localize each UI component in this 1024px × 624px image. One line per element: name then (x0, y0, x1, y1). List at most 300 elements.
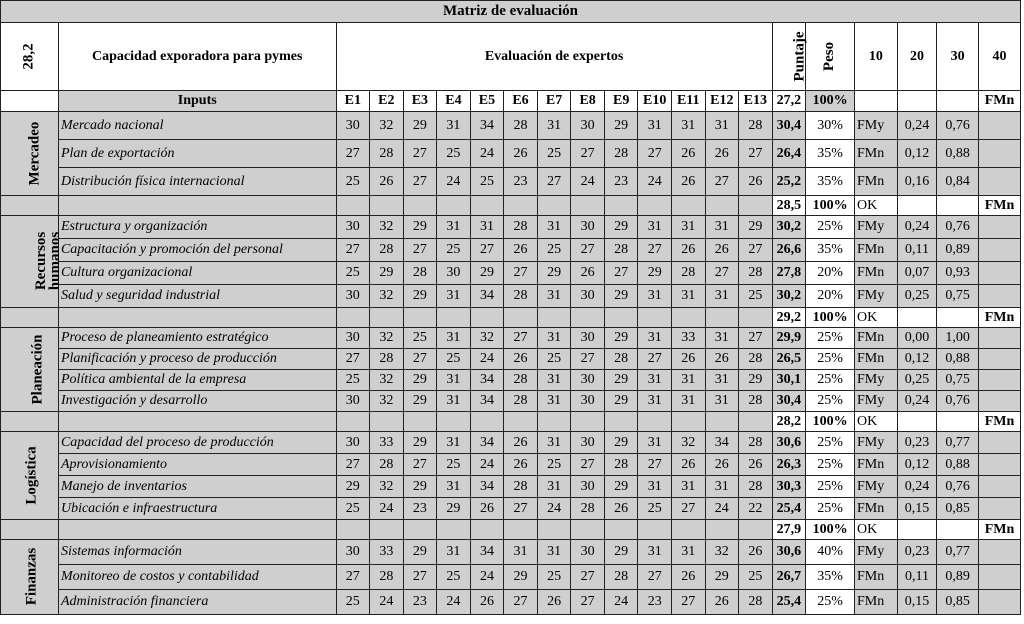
score-cell: 25 (336, 590, 370, 615)
score-cell: 26 (537, 590, 571, 615)
score-cell: 25 (336, 168, 370, 196)
score-cell: 27 (671, 590, 705, 615)
score-cell: 34 (470, 370, 504, 391)
expert-header-4: E4 (437, 91, 471, 112)
score-cell: 31 (437, 391, 471, 412)
summary-blank-label (58, 520, 336, 540)
expert-header-5: E5 (470, 91, 504, 112)
peso-cell: 25% (806, 349, 855, 370)
peso-cell: 20% (806, 285, 855, 308)
tipo-cell: FMy (854, 476, 897, 498)
score-cell: 31 (638, 432, 672, 454)
group-label-cell (1, 328, 59, 412)
score-cell: 29 (739, 216, 773, 239)
score-cell: 26 (671, 349, 705, 370)
summary-blank-score (705, 520, 739, 540)
value-20-cell: 0,25 (897, 285, 937, 308)
tipo-cell: FMn (854, 454, 897, 476)
value-30-cell: 0,76 (937, 391, 979, 412)
tipo-cell: FMy (854, 112, 897, 140)
score-cell: 31 (638, 328, 672, 349)
summary-row (1, 412, 1021, 432)
score-cell: 31 (705, 476, 739, 498)
summary-blank-score (739, 520, 773, 540)
puntaje-cell: 30,2 (772, 285, 806, 308)
score-cell: 25 (537, 565, 571, 590)
expert-header-13: E13 (739, 91, 773, 112)
summary-blank-score (370, 196, 404, 216)
inputs-puntaje: 27,2 (772, 91, 806, 112)
score-cell: 23 (403, 590, 437, 615)
expert-header-8: E8 (571, 91, 605, 112)
score-cell: 34 (470, 391, 504, 412)
tipo-cell: FMn (854, 565, 897, 590)
peso-cell: 35% (806, 140, 855, 168)
value-20-cell: 0,24 (897, 216, 937, 239)
score-cell: 32 (671, 432, 705, 454)
score-cell: 27 (403, 239, 437, 262)
score-cell: 25 (336, 262, 370, 285)
score-cell: 31 (537, 370, 571, 391)
score-cell: 31 (705, 370, 739, 391)
table-row (1, 168, 1021, 196)
summary-blank-score (537, 412, 571, 432)
score-cell: 24 (470, 565, 504, 590)
row-label: Capacidad del proceso de producción (58, 432, 336, 454)
score-cell: 33 (370, 540, 404, 565)
summary-puntaje: 28,2 (772, 412, 806, 432)
value-30-cell: 0,77 (937, 432, 979, 454)
score-cell: 30 (336, 432, 370, 454)
summary-blank-score (671, 520, 705, 540)
table-row (1, 370, 1021, 391)
score-cell: 31 (437, 285, 471, 308)
expert-header-10: E10 (638, 91, 672, 112)
peso-header-cell (806, 23, 855, 91)
summary-blank-group (1, 196, 59, 216)
experts-label: Evaluación de expertos (336, 23, 772, 91)
score-cell: 29 (638, 262, 672, 285)
group-label-cell (1, 216, 63, 308)
puntaje-cell: 29,9 (772, 328, 806, 349)
scale-header-10: 10 (854, 23, 897, 91)
summary-blank-30 (937, 308, 979, 328)
tipo-cell: FMn (854, 328, 897, 349)
score-cell: 26 (705, 454, 739, 476)
value-40-cell (978, 239, 1020, 262)
summary-blank-score (638, 520, 672, 540)
expert-header-1: E1 (336, 91, 370, 112)
score-cell: 28 (739, 349, 773, 370)
score-cell: 28 (370, 239, 404, 262)
summary-blank-score (604, 520, 638, 540)
capacity-label: Capacidad exporadora para pymes (58, 23, 336, 91)
table-row (1, 540, 1021, 565)
group-label-cell (1, 432, 59, 520)
score-cell: 30 (336, 112, 370, 140)
value-20-cell: 0,11 (897, 565, 937, 590)
value-30-cell: 0,88 (937, 349, 979, 370)
score-cell: 31 (638, 540, 672, 565)
score-cell: 27 (739, 140, 773, 168)
puntaje-cell: 26,4 (772, 140, 806, 168)
puntaje-cell: 25,4 (772, 498, 806, 520)
score-cell: 28 (504, 112, 538, 140)
score-cell: 26 (739, 540, 773, 565)
score-cell: 26 (705, 349, 739, 370)
score-cell: 31 (671, 476, 705, 498)
score-cell: 31 (671, 370, 705, 391)
score-cell: 26 (705, 590, 739, 615)
row-label: Ubicación e infraestructura (58, 498, 336, 520)
inputs-empty-30 (937, 91, 979, 112)
score-cell: 24 (370, 590, 404, 615)
score-cell: 25 (739, 285, 773, 308)
score-cell: 27 (571, 590, 605, 615)
tipo-cell: FMy (854, 285, 897, 308)
score-cell: 27 (403, 168, 437, 196)
tipo-cell: FMn (854, 140, 897, 168)
score-cell: 26 (671, 168, 705, 196)
score-cell: 25 (437, 454, 471, 476)
score-cell: 24 (470, 454, 504, 476)
score-cell: 26 (671, 239, 705, 262)
summary-blank-score (504, 412, 538, 432)
summary-blank-score (739, 196, 773, 216)
score-cell: 32 (370, 476, 404, 498)
summary-blank-30 (937, 412, 979, 432)
group-label: Logística (23, 445, 40, 505)
value-20-cell: 0,23 (897, 432, 937, 454)
summary-blank-score (571, 196, 605, 216)
summary-blank-score (437, 520, 471, 540)
score-cell: 23 (604, 168, 638, 196)
summary-row (1, 196, 1021, 216)
peso-header: Peso (821, 41, 838, 71)
score-cell: 32 (370, 285, 404, 308)
scale-header-40: 40 (978, 23, 1020, 91)
score-cell: 29 (604, 370, 638, 391)
score-cell: 26 (705, 140, 739, 168)
peso-cell: 35% (806, 239, 855, 262)
score-cell: 24 (604, 590, 638, 615)
score-cell: 29 (403, 391, 437, 412)
inputs-result: FMn (978, 91, 1020, 112)
score-cell: 28 (604, 140, 638, 168)
score-cell: 26 (671, 565, 705, 590)
table-row (1, 391, 1021, 412)
summary-blank-score (604, 308, 638, 328)
value-40-cell (978, 590, 1020, 615)
score-cell: 31 (470, 216, 504, 239)
puntaje-cell: 25,4 (772, 590, 806, 615)
summary-blank-score (638, 412, 672, 432)
summary-blank-score (705, 412, 739, 432)
summary-blank-score (571, 412, 605, 432)
score-cell: 27 (336, 565, 370, 590)
score-cell: 26 (705, 239, 739, 262)
summary-blank-score (504, 520, 538, 540)
value-20-cell: 0,15 (897, 498, 937, 520)
value-40-cell (978, 285, 1020, 308)
score-cell: 27 (705, 168, 739, 196)
score-cell: 26 (739, 168, 773, 196)
summary-blank-score (437, 196, 471, 216)
score-cell: 29 (537, 262, 571, 285)
table-row (1, 285, 1021, 308)
summary-blank-score (470, 412, 504, 432)
score-cell: 27 (571, 239, 605, 262)
score-cell: 25 (537, 140, 571, 168)
score-cell: 30 (571, 112, 605, 140)
table-row (1, 349, 1021, 370)
score-cell: 30 (571, 391, 605, 412)
score-cell: 27 (739, 239, 773, 262)
score-cell: 27 (571, 140, 605, 168)
value-30-cell: 0,75 (937, 370, 979, 391)
summary-blank-score (370, 520, 404, 540)
value-20-cell: 0,12 (897, 140, 937, 168)
score-cell: 29 (370, 262, 404, 285)
value-30-cell: 0,85 (937, 590, 979, 615)
row-label: Aprovisionamiento (58, 454, 336, 476)
score-cell: 28 (504, 370, 538, 391)
value-30-cell: 0,76 (937, 476, 979, 498)
score-cell: 31 (671, 285, 705, 308)
summary-blank-group (1, 520, 59, 540)
puntaje-cell: 30,6 (772, 432, 806, 454)
table-row (1, 239, 1021, 262)
puntaje-cell: 30,1 (772, 370, 806, 391)
value-20-cell: 0,24 (897, 476, 937, 498)
summary-peso: 100% (806, 520, 855, 540)
puntaje-cell: 25,2 (772, 168, 806, 196)
score-cell: 31 (671, 540, 705, 565)
score-cell: 29 (403, 432, 437, 454)
summary-blank-score (336, 412, 370, 432)
score-cell: 25 (470, 168, 504, 196)
tipo-cell: FMn (854, 349, 897, 370)
score-cell: 34 (705, 432, 739, 454)
score-cell: 28 (504, 216, 538, 239)
score-cell: 29 (739, 370, 773, 391)
score-cell: 31 (437, 432, 471, 454)
summary-blank-score (336, 196, 370, 216)
score-cell: 27 (504, 328, 538, 349)
puntaje-cell: 26,7 (772, 565, 806, 590)
row-label: Capacitación y promoción del personal (58, 239, 336, 262)
score-cell: 27 (504, 262, 538, 285)
value-30-cell: 0,88 (937, 454, 979, 476)
row-label: Manejo de inventarios (58, 476, 336, 498)
score-cell: 31 (437, 112, 471, 140)
score-cell: 31 (537, 476, 571, 498)
score-cell: 27 (336, 349, 370, 370)
score-cell: 26 (739, 454, 773, 476)
group-label-cell (1, 112, 59, 196)
value-40-cell (978, 498, 1020, 520)
value-30-cell: 0,76 (937, 216, 979, 239)
summary-blank-score (504, 196, 538, 216)
score-cell: 30 (571, 285, 605, 308)
score-cell: 28 (739, 590, 773, 615)
summary-blank-score (739, 412, 773, 432)
tipo-cell: FMn (854, 239, 897, 262)
score-cell: 24 (537, 498, 571, 520)
score-cell: 29 (403, 476, 437, 498)
puntaje-cell: 30,4 (772, 391, 806, 412)
summary-peso: 100% (806, 196, 855, 216)
score-cell: 28 (571, 498, 605, 520)
score-cell: 31 (638, 112, 672, 140)
tipo-cell: FMy (854, 540, 897, 565)
score-cell: 30 (571, 540, 605, 565)
score-cell: 31 (504, 540, 538, 565)
summary-blank-score (638, 196, 672, 216)
expert-header-11: E11 (671, 91, 705, 112)
row-label: Salud y seguridad industrial (58, 285, 336, 308)
value-40-cell (978, 112, 1020, 140)
summary-blank-30 (937, 196, 979, 216)
value-20-cell: 0,00 (897, 328, 937, 349)
peso-cell: 25% (806, 476, 855, 498)
row-label: Política ambiental de la empresa (58, 370, 336, 391)
score-cell: 31 (705, 112, 739, 140)
table-row (1, 328, 1021, 349)
tipo-cell: FMy (854, 432, 897, 454)
summary-puntaje: 27,9 (772, 520, 806, 540)
score-cell: 28 (604, 454, 638, 476)
inputs-empty-20 (897, 91, 937, 112)
score-cell: 27 (671, 498, 705, 520)
score-cell: 31 (705, 391, 739, 412)
row-label: Planificación y proceso de producción (58, 349, 336, 370)
summary-blank-20 (897, 196, 937, 216)
score-cell: 29 (403, 370, 437, 391)
score-cell: 31 (638, 216, 672, 239)
score-cell: 31 (437, 216, 471, 239)
value-20-cell: 0,15 (897, 590, 937, 615)
inputs-blank (1, 91, 59, 112)
value-40-cell (978, 540, 1020, 565)
value-40-cell (978, 262, 1020, 285)
puntaje-cell: 26,3 (772, 454, 806, 476)
score-cell: 27 (638, 565, 672, 590)
summary-blank-score (470, 196, 504, 216)
value-40-cell (978, 476, 1020, 498)
score-cell: 25 (403, 328, 437, 349)
score-cell: 26 (370, 168, 404, 196)
value-20-cell: 0,23 (897, 540, 937, 565)
row-label: Cultura organizacional (58, 262, 336, 285)
puntaje-cell: 30,6 (772, 540, 806, 565)
score-cell: 34 (470, 285, 504, 308)
score-cell: 29 (403, 216, 437, 239)
score-cell: 25 (437, 349, 471, 370)
score-cell: 30 (336, 216, 370, 239)
peso-cell: 35% (806, 565, 855, 590)
peso-cell: 25% (806, 454, 855, 476)
peso-cell: 25% (806, 590, 855, 615)
score-cell: 29 (403, 285, 437, 308)
row-label: Monitoreo de costos y contabilidad (58, 565, 336, 590)
value-20-cell: 0,11 (897, 239, 937, 262)
score-cell: 30 (336, 540, 370, 565)
summary-peso: 100% (806, 308, 855, 328)
summary-puntaje: 28,5 (772, 196, 806, 216)
score-cell: 31 (537, 328, 571, 349)
score-cell: 30 (571, 370, 605, 391)
summary-peso: 100% (806, 412, 855, 432)
score-cell: 31 (705, 328, 739, 349)
score-cell: 27 (638, 349, 672, 370)
score-cell: 26 (470, 498, 504, 520)
summary-blank-score (537, 308, 571, 328)
score-cell: 25 (537, 349, 571, 370)
summary-row (1, 308, 1021, 328)
score-cell: 32 (370, 112, 404, 140)
scale-header-30: 30 (937, 23, 979, 91)
score-cell: 26 (470, 590, 504, 615)
score-cell: 26 (504, 454, 538, 476)
summary-blank-score (604, 196, 638, 216)
score-cell: 33 (370, 432, 404, 454)
score-cell: 27 (638, 239, 672, 262)
tipo-cell: FMn (854, 168, 897, 196)
score-cell: 25 (638, 498, 672, 520)
value-40-cell (978, 328, 1020, 349)
score-cell: 28 (504, 285, 538, 308)
score-cell: 31 (537, 432, 571, 454)
summary-status: OK (854, 308, 897, 328)
table-row (1, 476, 1021, 498)
score-cell: 28 (604, 239, 638, 262)
score-cell: 24 (470, 349, 504, 370)
score-cell: 24 (705, 498, 739, 520)
score-cell: 31 (537, 285, 571, 308)
score-cell: 29 (437, 498, 471, 520)
score-cell: 29 (604, 328, 638, 349)
score-cell: 29 (604, 540, 638, 565)
value-30-cell: 0,89 (937, 239, 979, 262)
summary-result: FMn (978, 520, 1020, 540)
summary-blank-score (403, 308, 437, 328)
score-cell: 27 (504, 498, 538, 520)
score-cell: 26 (604, 498, 638, 520)
score-cell: 27 (336, 239, 370, 262)
score-cell: 26 (504, 432, 538, 454)
summary-blank-score (638, 308, 672, 328)
value-40-cell (978, 432, 1020, 454)
expert-header-9: E9 (604, 91, 638, 112)
score-cell: 29 (604, 285, 638, 308)
score-cell: 28 (370, 454, 404, 476)
score-cell: 31 (638, 285, 672, 308)
score-cell: 29 (705, 565, 739, 590)
score-cell: 27 (403, 565, 437, 590)
score-cell: 26 (671, 140, 705, 168)
summary-blank-20 (897, 520, 937, 540)
summary-puntaje: 29,2 (772, 308, 806, 328)
row-label: Investigación y desarrollo (58, 391, 336, 412)
score-cell: 29 (504, 565, 538, 590)
value-40-cell (978, 391, 1020, 412)
summary-blank-score (671, 412, 705, 432)
group-label: Mercadeo (26, 121, 43, 185)
score-cell: 25 (537, 239, 571, 262)
inputs-row (1, 91, 1021, 112)
score-cell: 25 (437, 239, 471, 262)
